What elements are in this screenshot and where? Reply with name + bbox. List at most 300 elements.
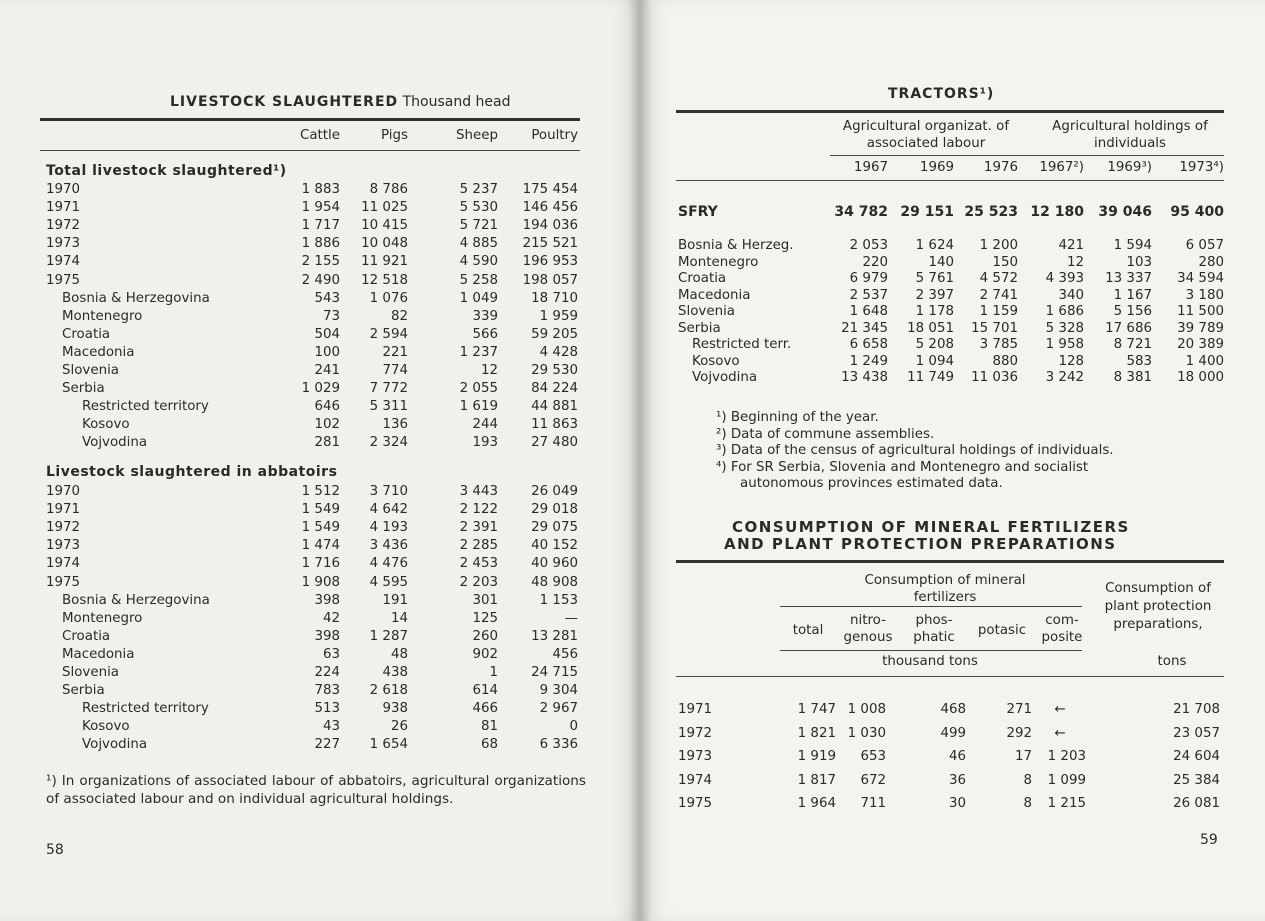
cell-value: 100 [314,344,340,360]
tractor-cell: 140 [928,254,954,270]
cell-value: 29 530 [531,363,578,378]
cons-row-label: 1973 [678,749,713,764]
cell-value: 4 595 [369,574,408,590]
cons-cell: 1 008 [847,702,886,717]
cons-cell: ← [1054,702,1066,717]
cell-value: 2 967 [539,701,578,717]
cell-value: 24 715 [531,665,578,680]
row-label: Vojvodina [82,737,148,753]
cell-value: 1 474 [301,538,340,554]
group-individuals: Agricultural holdings of individuals [1052,119,1208,151]
cell-value: 7 772 [369,381,408,397]
tractor-cell: 21 345 [841,320,888,336]
tractor-cell: 1 686 [1045,304,1084,319]
tractor-cell: 13 337 [1105,271,1152,286]
row-label: Restricted territory [82,399,209,415]
row-label: Croatia [62,326,111,342]
tractor-cell: 1 594 [1113,238,1152,253]
cell-value: 1 237 [459,344,498,360]
cons-plant-label: Consumption of plant protection preparations, [1104,581,1212,632]
cell-value: 902 [472,646,498,662]
cell-value: 2 285 [459,538,498,554]
left-footnote: ¹) In organizations of associated labour of abbatoirs, agricultural organizations of associated labour and on individual agricultural holdings. [46,773,586,807]
sfry-value: 95 400 [1170,204,1224,220]
tractor-row-label: Vojvodina [692,370,758,385]
cell-value: 215 521 [522,236,578,252]
tractor-cell: 5 208 [915,337,954,352]
cons-cell: 25 384 [1173,772,1220,788]
cell-value: 646 [314,399,340,415]
livestock-title [170,94,510,110]
right-page [640,0,1265,921]
cell-value: — [564,610,578,626]
row-label: Croatia [62,628,111,644]
tractor-cell: 6 658 [849,337,888,352]
cell-value: 11 921 [361,254,408,270]
cell-value: 40 960 [531,556,578,572]
sfry-value: 12 180 [1030,204,1084,220]
cell-value: 81 [480,719,498,735]
cons-col-header: nitro- genous [843,613,893,645]
tractor-cell: 3 785 [979,337,1018,352]
tractor-cell: 17 686 [1105,320,1152,336]
cons-group-label: Consumption of mineral fertilizers [864,573,1026,605]
cell-value: 48 [390,646,408,662]
tractor-cell: 13 438 [841,370,888,385]
cell-value: 1 [489,665,498,680]
tractors-title [888,86,994,102]
tractor-cell: 1 094 [915,353,954,369]
cons-unit-tons: tons [1157,654,1187,669]
cell-value: 241 [314,363,340,378]
sfry-value: 39 046 [1098,204,1152,220]
cell-value: 44 881 [531,399,578,415]
tractor-cell: 4 572 [979,271,1018,286]
tractor-cell: 8 721 [1113,337,1152,352]
tractor-cell: 1 249 [849,353,888,369]
cons-cell: 653 [860,749,886,764]
cell-value: 1 654 [369,737,408,753]
tractor-row-label: Restricted terr. [692,337,792,352]
tractor-note: ⁴) For SR Serbia, Slovenia and Montenegro and socialist [716,459,1089,475]
cell-value: 398 [314,628,340,644]
cons-col-header: total [792,623,824,638]
tractor-cell: 280 [1198,254,1224,270]
cons-unit-rule [780,650,1082,651]
tractor-cell: 2 537 [849,287,888,303]
cell-value: 339 [472,308,498,324]
cell-value: 227 [314,737,340,753]
tractor-row-label: Slovenia [678,304,735,319]
tractors-title-text: TRACTORS¹) [888,86,995,102]
row-label: 1973 [46,236,81,252]
cons-mid-rule [780,606,1082,607]
tractor-cell: 8 381 [1113,370,1152,385]
tractor-cell: 5 156 [1113,304,1152,319]
cons-cell: 24 604 [1173,749,1220,764]
tractor-cell: 4 393 [1045,271,1084,286]
tractor-cell: 1 178 [915,304,954,319]
tractor-cell: 34 594 [1177,271,1224,286]
page-number-right: 59 [1200,832,1218,848]
section2-title: Livestock slaughtered in abbatoirs [46,464,338,480]
cell-value: 2 055 [459,381,498,397]
cons-cell: 8 [1023,772,1032,788]
year-header: 1967 [853,160,888,175]
row-label: Slovenia [62,665,119,680]
row-label: Restricted territory [82,701,209,717]
cell-value: 2 324 [369,435,408,451]
tractor-note: ³) Data of the census of agricultural holdings of individuals. [716,443,1114,458]
cell-value: 1 549 [301,502,340,518]
tractor-cell: 18 051 [907,320,954,336]
cell-value: 11 025 [361,200,408,216]
cell-value: 4 193 [369,520,408,536]
cell-value: 102 [314,417,340,433]
cell-value: 2 618 [369,683,408,699]
tractor-note: autonomous provinces estimated data. [740,476,1003,491]
cell-value: 193 [472,435,498,451]
cons-cell: 8 [1023,796,1032,811]
cell-value: 4 476 [369,556,408,572]
tractor-cell: 3 242 [1045,370,1084,385]
cell-value: 543 [314,290,340,306]
cell-value: 5 258 [459,272,498,288]
row-label: 1975 [46,272,81,288]
tractor-cell: 103 [1126,254,1152,270]
cell-value: 4 590 [459,254,498,270]
tractor-cell: 11 500 [1177,304,1224,319]
cell-value: 5 530 [459,200,498,216]
cell-value: 59 205 [531,326,578,342]
cell-value: 438 [382,665,408,680]
year-header: 1969 [919,160,954,175]
cell-value: 1 049 [459,290,498,306]
cell-value: 301 [472,592,498,608]
cons-col-header: phos- phatic [913,613,955,645]
tractor-row-label: Croatia [678,271,727,286]
row-label: 1970 [46,182,81,197]
row-label: 1970 [46,484,81,499]
cell-value: 26 [390,719,408,735]
tractor-cell: 1 159 [979,304,1018,319]
cons-cell: ← [1054,725,1066,741]
tractor-cell: 11 749 [907,370,954,385]
row-label: Macedonia [62,344,135,360]
tractor-cell: 880 [992,353,1018,369]
cell-value: 26 049 [531,484,578,499]
row-label: 1975 [46,574,81,590]
cons-cell: 23 057 [1173,725,1220,741]
cell-value: 73 [322,308,340,324]
sfry-label: SFRY [678,204,718,220]
cell-value: 1 153 [539,592,578,608]
sfry-value: 34 782 [834,204,888,220]
cell-value: 2 594 [369,326,408,342]
cons-cell: 1 919 [797,749,836,764]
cell-value: 8 786 [369,182,408,197]
row-label: 1974 [46,556,81,572]
cell-value: 1 886 [301,236,340,252]
cell-value: 29 075 [531,520,578,536]
cell-value: 1 716 [301,556,340,572]
cell-value: 504 [314,326,340,342]
livestock-unit: Thousand head [402,94,511,110]
cell-value: 11 863 [531,417,578,433]
cell-value: 13 281 [531,628,578,644]
cell-value: 1 619 [459,399,498,415]
cons-row-label: 1975 [678,796,713,811]
cons-cell: 1 203 [1047,749,1086,764]
gutter-shadow [628,0,652,921]
cell-value: 3 443 [459,484,498,499]
col-pigs: Pigs [381,128,408,143]
cell-value: 1 512 [301,484,340,499]
cell-value: 466 [472,701,498,717]
cell-value: 774 [382,363,408,378]
row-label: Bosnia & Herzegovina [62,592,210,608]
cell-value: 14 [390,610,408,626]
tractor-cell: 39 789 [1177,320,1224,336]
cell-value: 198 057 [522,272,578,288]
cell-value: 27 480 [531,435,578,451]
tractor-row-label: Montenegro [678,254,759,270]
cell-value: 5 237 [459,182,498,197]
cons-cell: 21 708 [1173,702,1220,717]
tractor-cell: 5 761 [915,271,954,286]
cons-cell: 30 [948,796,966,811]
cell-value: 146 456 [522,200,578,216]
cell-value: 12 [480,363,498,378]
fertilizers-title-2: AND PLANT PROTECTION PREPARATIONS [724,535,1117,553]
cell-value: 244 [472,417,498,433]
cons-row-label: 1971 [678,702,713,717]
cell-value: 191 [382,592,408,608]
cons-unit: thousand tons [882,654,978,669]
row-label: Montenegro [62,308,143,324]
cons-col-header: potasic [977,623,1027,638]
tractor-cell: 20 389 [1177,337,1224,352]
tractor-cell: 150 [992,254,1018,270]
cell-value: 82 [390,308,408,324]
cons-col-header: com- posite [1041,613,1083,645]
cons-cell: 17 [1014,749,1032,764]
row-label: Kosovo [82,719,130,735]
cons-cell: 46 [948,749,966,764]
col-poultry: Poultry [531,128,578,143]
cell-value: 456 [552,646,578,662]
row-label: 1974 [46,254,81,270]
cell-value: 125 [472,610,498,626]
tractor-row-label: Serbia [678,320,721,336]
tractor-cell: 1 648 [849,304,888,319]
cell-value: 2 453 [459,556,498,572]
year-header: 1967²) [1039,160,1084,175]
cons-cell: 1 817 [797,772,836,788]
tractor-cell: 128 [1058,353,1084,369]
cons-cell: 1 099 [1047,772,1086,788]
cons-cell: 468 [940,702,966,717]
cell-value: 43 [322,719,340,735]
cell-value: 194 036 [522,218,578,234]
cell-value: 84 224 [531,381,578,397]
tractor-note: ²) Data of commune assemblies. [716,426,935,442]
cell-value: 1 908 [301,574,340,590]
tractor-cell: 3 180 [1185,287,1224,303]
row-label: 1972 [46,520,81,536]
tractor-cell: 220 [862,254,888,270]
row-label: 1973 [46,538,81,554]
cell-value: 48 908 [531,574,578,590]
cell-value: 1 959 [539,308,578,324]
cons-cell: 36 [948,772,966,788]
cell-value: 5 721 [459,218,498,234]
tractor-cell: 1 400 [1185,353,1224,369]
row-label: 1972 [46,218,81,234]
row-label: Serbia [62,683,105,699]
cell-value: 175 454 [522,182,578,197]
sfry-value: 25 523 [964,204,1018,220]
livestock-title-text: LIVESTOCK SLAUGHTERED [170,94,399,110]
sfry-value: 29 151 [900,204,954,220]
cons-cell: 1 821 [797,725,836,741]
fertilizers-title-1: CONSUMPTION OF MINERAL FERTILIZERS [732,518,1130,536]
tractor-cell: 583 [1126,353,1152,369]
cons-cell: 711 [860,796,886,811]
row-label: Serbia [62,381,105,397]
cell-value: 68 [480,737,498,753]
cell-value: 12 518 [361,272,408,288]
row-label: Montenegro [62,610,143,626]
cell-value: 2 122 [459,502,498,518]
years-rule-top [830,155,1224,156]
cell-value: 0 [569,719,578,735]
tractor-cell: 2 053 [849,238,888,253]
cell-value: 1 717 [301,218,340,234]
cell-value: 136 [382,417,408,433]
cell-value: 2 203 [459,574,498,590]
cell-value: 513 [314,701,340,717]
cell-value: 6 336 [539,737,578,753]
year-header: 1976 [983,160,1018,175]
tractor-row-label: Macedonia [678,287,751,303]
cons-cell: 26 081 [1173,796,1220,811]
cell-value: 2 391 [459,520,498,536]
cell-value: 10 048 [361,236,408,252]
cell-value: 5 311 [369,399,408,415]
page-number-left: 58 [46,842,64,858]
year-header: 1973⁴) [1179,160,1224,175]
cell-value: 1 883 [301,182,340,197]
cons-cell: 1 215 [1047,796,1086,811]
tractor-cell: 2 741 [979,287,1018,303]
cell-value: 281 [314,435,340,451]
cell-value: 63 [322,646,340,662]
col-cattle: Cattle [299,128,340,143]
tractor-cell: 11 036 [971,370,1018,385]
tractor-cell: 18 000 [1177,370,1224,385]
cons-cell: 499 [940,725,966,741]
tractor-cell: 1 958 [1045,337,1084,352]
years-rule [676,180,1224,181]
cell-value: 2 155 [301,254,340,270]
cons-cell: 1 964 [797,796,836,811]
tractor-cell: 12 [1066,254,1084,270]
cell-value: 29 018 [531,502,578,518]
cell-value: 10 415 [361,218,408,234]
top-rule [40,118,580,121]
cell-value: 783 [314,683,340,699]
tractor-note: ¹) Beginning of the year. [716,410,879,425]
tractor-cell: 6 979 [849,271,888,286]
row-label: 1971 [46,502,81,518]
tractor-cell: 6 057 [1185,238,1224,253]
group-agri-org: Agricultural organizat. of associated labour [842,119,1010,151]
cons-cell: 1 030 [847,725,886,741]
cell-value: 3 710 [369,484,408,499]
cell-value: 4 642 [369,502,408,518]
cell-value: 224 [314,665,340,680]
tractor-cell: 1 167 [1113,287,1152,303]
cons-row-label: 1972 [678,725,713,741]
cell-value: 40 152 [531,538,578,554]
cons-cell: 672 [860,772,886,788]
cell-value: 566 [472,326,498,342]
cell-value: 1 549 [301,520,340,536]
cell-value: 2 490 [301,272,340,288]
cell-value: 614 [472,683,498,699]
tractor-cell: 5 328 [1045,320,1084,336]
cell-value: 221 [382,344,408,360]
cell-value: 260 [472,628,498,644]
cell-value: 4 428 [539,344,578,360]
cell-value: 938 [382,701,408,717]
tractor-row-label: Kosovo [692,353,740,369]
tractor-cell: 1 624 [915,238,954,253]
tractor-cell: 2 397 [915,287,954,303]
tractor-cell: 15 701 [971,320,1018,336]
cell-value: 398 [314,592,340,608]
cell-value: 4 885 [459,236,498,252]
tractor-row-label: Bosnia & Herzeg. [678,238,794,253]
header-rule [40,150,580,151]
cell-value: 1 076 [369,290,408,306]
tractors-top-rule [676,110,1224,113]
row-label: Kosovo [82,417,130,433]
tractor-cell: 1 200 [979,238,1018,253]
cons-head-rule [676,676,1224,677]
cell-value: 18 710 [531,290,578,306]
cons-cell: 292 [1006,725,1032,741]
section1-title: Total livestock slaughtered¹) [46,163,287,179]
tractor-cell: 340 [1058,287,1084,303]
tractor-cell: 421 [1058,238,1084,253]
cons-top-rule [676,560,1224,563]
cons-row-label: 1974 [678,772,713,788]
cell-value: 42 [322,610,340,626]
cons-cell: 271 [1006,702,1032,717]
year-header: 1969³) [1107,160,1152,175]
cell-value: 196 953 [522,254,578,270]
cell-value: 1 029 [301,381,340,397]
row-label: Bosnia & Herzegovina [62,290,210,306]
cell-value: 1 287 [369,628,408,644]
row-label: Slovenia [62,363,119,378]
row-label: Vojvodina [82,435,148,451]
col-sheep: Sheep [456,128,498,143]
row-label: 1971 [46,200,81,216]
cell-value: 9 304 [539,683,578,699]
